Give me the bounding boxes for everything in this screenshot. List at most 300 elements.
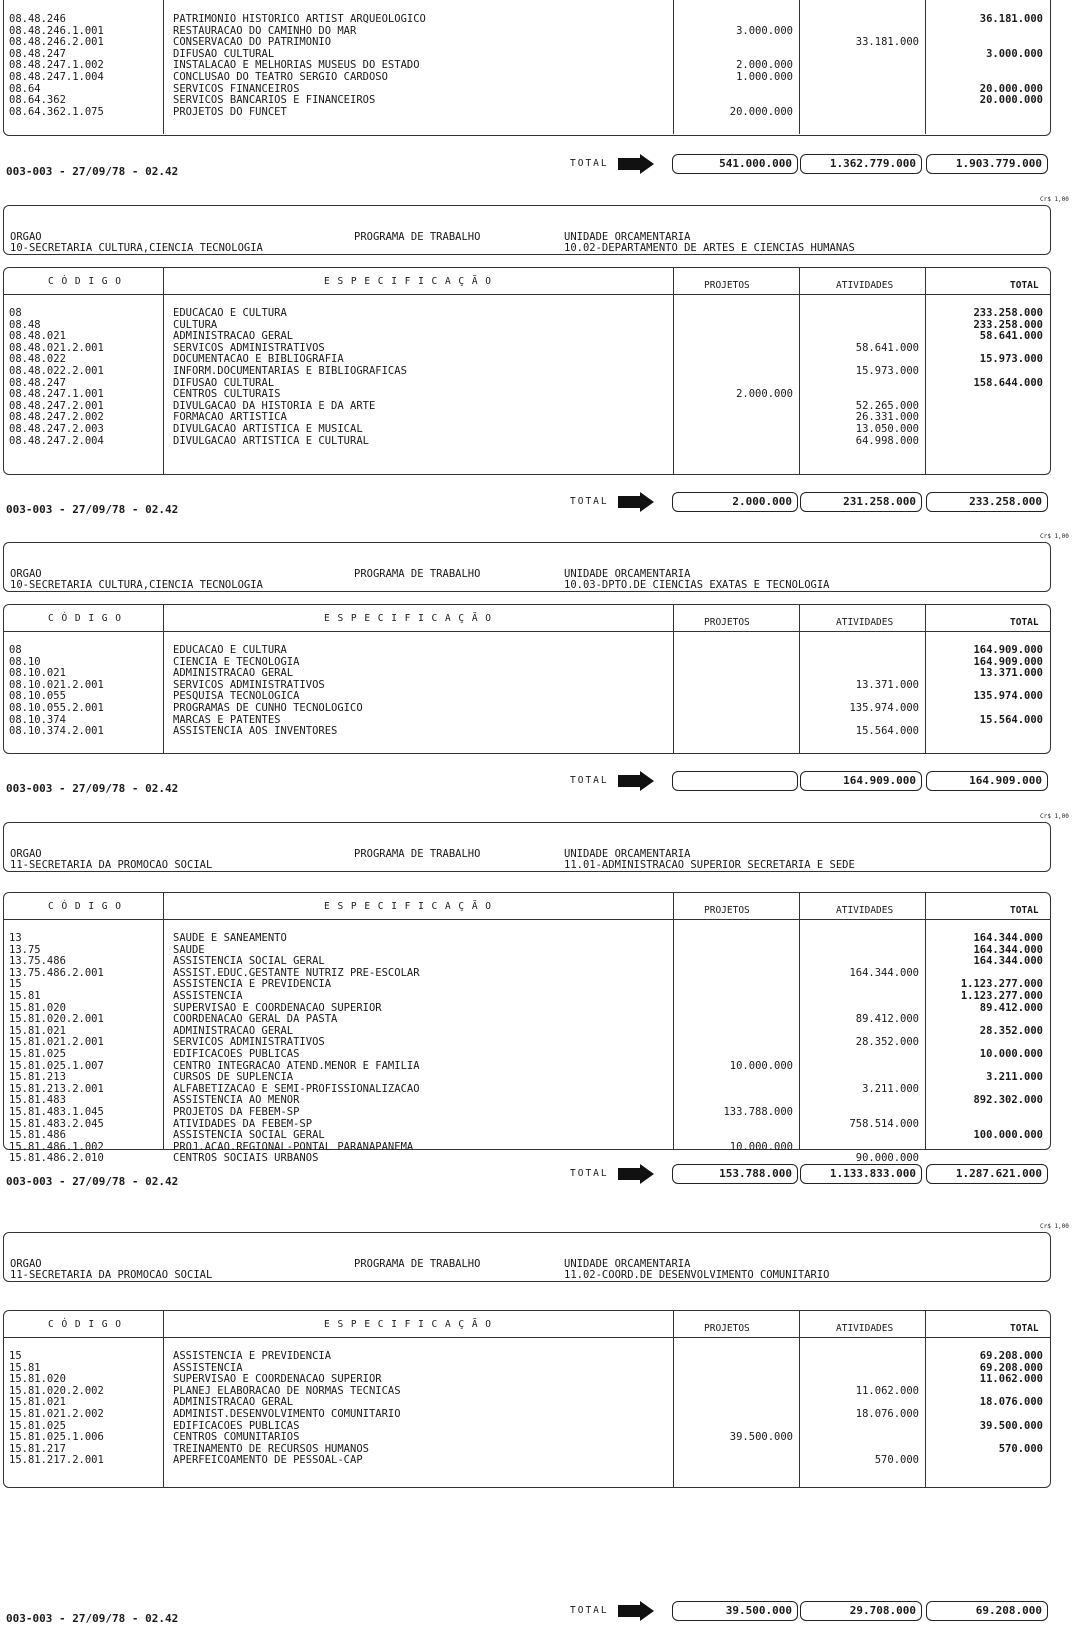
table-row xyxy=(4,1037,1048,1049)
row-codigo: 08.10 xyxy=(9,655,41,668)
row-codigo: 08.10.021.2.001 xyxy=(9,678,104,691)
row-total: 10.000.000 xyxy=(979,1048,1043,1060)
total-label: TOTAL xyxy=(570,775,609,786)
row-especificacao: ASSISTENCIA SOCIAL GERAL xyxy=(173,955,325,968)
row-codigo: 15.81.486 xyxy=(9,1129,66,1142)
row-especificacao: FORMACAO ARTISTICA xyxy=(173,411,287,424)
row-codigo: 13.75.486 xyxy=(9,955,66,968)
table-row xyxy=(4,1014,1048,1026)
programa-label: PROGRAMA DE TRABALHO xyxy=(354,231,481,243)
corner-mark: Cr$ 1,00 xyxy=(1040,1223,1069,1230)
row-especificacao: APERFEICOAMENTO DE PESSOAL-CAP xyxy=(173,1454,363,1467)
row-codigo: 15.81.025 xyxy=(9,1419,66,1432)
row-total: 1.123.277.000 xyxy=(960,978,1043,991)
row-codigo: 08.48.246 xyxy=(9,13,66,25)
table-row xyxy=(4,308,1048,320)
budget-table xyxy=(3,1310,1051,1488)
table-row xyxy=(4,1351,1048,1363)
table-row xyxy=(4,95,1048,107)
row-total: 13.371.000 xyxy=(979,667,1043,680)
unidade-label: UNIDADE ORCAMENTARIA xyxy=(564,1258,691,1270)
table-row xyxy=(4,1409,1048,1421)
row-codigo: 15.81.020 xyxy=(9,1001,66,1014)
row-especificacao: DIFUSAO CULTURAL xyxy=(173,376,275,389)
row-especificacao: ASSISTENCIA xyxy=(173,990,243,1002)
row-especificacao: PLANEJ ELABORACAO DE NORMAS TECNICAS xyxy=(173,1384,401,1397)
row-especificacao: RESTAURACAO DO CAMINHO DO MAR xyxy=(173,24,357,37)
row-total: 69.208.000 xyxy=(979,1361,1043,1374)
row-atividades: 89.412.000 xyxy=(855,1013,919,1026)
row-especificacao: ASSISTENCIA AO MENOR xyxy=(173,1094,300,1107)
row-codigo: 15.81.025 xyxy=(9,1048,66,1060)
row-atividades: 26.331.000 xyxy=(855,411,919,424)
row-especificacao: SERVICOS BANCARIOS E FINANCEIROS xyxy=(173,94,376,107)
row-especificacao: ADMINISTRACAO GERAL xyxy=(173,1396,294,1409)
orgao-name: 11-SECRETARIA DA PROMOCAO SOCIAL xyxy=(10,859,213,871)
row-codigo: 15.81.213.2.001 xyxy=(9,1082,104,1095)
table-row xyxy=(4,84,1048,96)
row-atividades: 90.000.000 xyxy=(855,1152,919,1165)
row-codigo: 15.81.021.2.002 xyxy=(9,1408,104,1420)
row-total: 233.258.000 xyxy=(973,318,1043,331)
total-atividades: 164.909.000 xyxy=(800,771,922,791)
total-projetos xyxy=(672,771,798,791)
header-especificacao: E S P E C I F I C A Ç Ã O xyxy=(324,1319,492,1330)
row-total: 36.181.000 xyxy=(979,13,1043,25)
row-especificacao: CENTRO INTEGRACAO ATEND.MENOR E FAMILIA xyxy=(173,1059,420,1072)
table-row xyxy=(4,436,1048,448)
row-codigo: 15 xyxy=(9,978,22,991)
total-atividades: 1.362.779.000 xyxy=(800,154,922,174)
table-row xyxy=(4,366,1048,378)
header-total: TOTAL xyxy=(1010,280,1039,291)
unidade-name: 11.02-COORD.DE DESENVOLVIMENTO COMUNITARIO xyxy=(564,1269,830,1281)
row-total: 135.974.000 xyxy=(973,690,1043,703)
row-codigo: 15.81.483.2.045 xyxy=(9,1117,104,1130)
budget-table xyxy=(3,267,1051,475)
row-especificacao: PROJETOS DO FUNCET xyxy=(173,105,287,118)
row-total: 39.500.000 xyxy=(979,1419,1043,1432)
unidade-label: UNIDADE ORCAMENTARIA xyxy=(564,231,691,243)
budget-table xyxy=(3,0,1051,136)
header-especificacao: E S P E C I F I C A Ç Ã O xyxy=(324,901,492,912)
table-row xyxy=(4,424,1048,436)
row-codigo: 15.81.483 xyxy=(9,1094,66,1107)
total-label: TOTAL xyxy=(570,1605,609,1616)
report-footer: 003-003 - 27/09/78 - 02.42 xyxy=(6,1175,179,1188)
header-atividades: ATIVIDADES xyxy=(836,617,894,628)
row-atividades: 135.974.000 xyxy=(849,702,919,714)
header-atividades: ATIVIDADES xyxy=(836,1323,894,1334)
row-especificacao: ASSISTENCIA SOCIAL GERAL xyxy=(173,1129,325,1142)
corner-mark: Cr$ 1,00 xyxy=(1040,196,1069,203)
table-header-line xyxy=(4,1337,1050,1338)
unidade-name: 11.01-ADMINISTRACAO SUPERIOR SECRETARIA E SEDE xyxy=(564,859,855,871)
total-arrow-icon xyxy=(640,1601,654,1621)
row-especificacao: ALFABETIZACAO E SEMI-PROFISSIONALIZACAO xyxy=(173,1082,420,1095)
table-header-line xyxy=(4,631,1050,632)
report-footer: 003-003 - 27/09/78 - 02.42 xyxy=(6,165,179,178)
total-arrow-icon xyxy=(640,492,654,512)
row-codigo: 08.48.247 xyxy=(9,376,66,389)
row-codigo: 15.81.021.2.001 xyxy=(9,1036,104,1049)
total-geral: 164.909.000 xyxy=(926,771,1048,791)
total-projetos: 2.000.000 xyxy=(672,492,798,512)
row-especificacao: ADMINIST.DESENVOLVIMENTO COMUNITARIO xyxy=(173,1408,401,1420)
orgao-label: ORGAO xyxy=(10,568,42,580)
orgao-label: ORGAO xyxy=(10,848,42,860)
row-projetos: 2.000.000 xyxy=(736,59,793,72)
row-atividades: 15.564.000 xyxy=(855,725,919,738)
total-atividades: 231.258.000 xyxy=(800,492,922,512)
unit-header-box xyxy=(3,542,1051,592)
header-total: TOTAL xyxy=(1010,905,1039,916)
row-codigo: 15.81.020.2.002 xyxy=(9,1384,104,1397)
table-row xyxy=(4,1095,1048,1107)
row-total: 233.258.000 xyxy=(973,307,1043,319)
row-codigo: 13 xyxy=(9,932,22,944)
table-row xyxy=(4,645,1048,657)
total-label: TOTAL xyxy=(570,1168,609,1179)
table-header-line xyxy=(4,919,1050,920)
row-codigo: 15.81.217 xyxy=(9,1442,66,1455)
row-especificacao: CENTROS COMUNITARIOS xyxy=(173,1431,300,1444)
row-total: 1.123.277.000 xyxy=(960,990,1043,1002)
row-especificacao: CONSERVACAO DO PATRIMONIO xyxy=(173,36,332,49)
row-especificacao: CULTURA xyxy=(173,318,218,331)
header-codigo: C Ó D I G O xyxy=(48,276,122,287)
table-row xyxy=(4,107,1048,119)
row-especificacao: DIVULGACAO ARTISTICA E MUSICAL xyxy=(173,423,363,435)
table-row xyxy=(4,991,1048,1003)
budget-table xyxy=(3,892,1051,1165)
unidade-label: UNIDADE ORCAMENTARIA xyxy=(564,568,691,580)
total-projetos: 39.500.000 xyxy=(672,1601,798,1621)
row-especificacao: SUPERVISAO E COORDENACAO SUPERIOR xyxy=(173,1001,382,1014)
row-projetos: 3.000.000 xyxy=(736,24,793,37)
row-atividades: 15.973.000 xyxy=(855,365,919,377)
unidade-label: UNIDADE ORCAMENTARIA xyxy=(564,848,691,860)
header-especificacao: E S P E C I F I C A Ç Ã O xyxy=(324,276,492,287)
table-row xyxy=(4,979,1048,991)
table-row xyxy=(4,1386,1048,1398)
row-total: 164.909.000 xyxy=(973,644,1043,656)
total-projetos: 153.788.000 xyxy=(672,1164,798,1184)
table-row xyxy=(4,1107,1048,1119)
row-atividades: 13.050.000 xyxy=(855,423,919,435)
row-especificacao: SAUDE E SANEAMENTO xyxy=(173,932,287,944)
orgao-name: 10-SECRETARIA CULTURA,CIENCIA TECNOLOGIA xyxy=(10,242,263,254)
row-especificacao: TREINAMENTO DE RECURSOS HUMANOS xyxy=(173,1442,369,1455)
table-row xyxy=(4,378,1048,390)
row-especificacao: SERVICOS ADMINISTRATIVOS xyxy=(173,678,325,691)
row-especificacao: INFORM.DOCUMENTARIAS E BIBLIOGRAFICAS xyxy=(173,365,407,377)
row-codigo: 15.81.217.2.001 xyxy=(9,1454,104,1467)
row-codigo: 08.48.022.2.001 xyxy=(9,365,104,377)
row-total: 164.344.000 xyxy=(973,943,1043,956)
row-total: 58.641.000 xyxy=(979,330,1043,343)
row-especificacao: ASSISTENCIA E PREVIDENCIA xyxy=(173,978,332,991)
report-footer: 003-003 - 27/09/78 - 02.42 xyxy=(6,503,179,516)
table-row xyxy=(4,1421,1048,1433)
row-especificacao: DIVULGACAO DA HISTORIA E DA ARTE xyxy=(173,399,376,412)
row-codigo: 08.48.246.1.001 xyxy=(9,24,104,37)
row-especificacao: ASSISTENCIA xyxy=(173,1361,243,1374)
row-codigo: 08.10.021 xyxy=(9,667,66,680)
row-especificacao: SAUDE xyxy=(173,943,205,956)
row-codigo: 08.48.247.2.002 xyxy=(9,411,104,424)
budget-section xyxy=(0,0,1074,185)
row-especificacao: ADMINISTRACAO GERAL xyxy=(173,330,294,343)
header-atividades: ATIVIDADES xyxy=(836,280,894,291)
table-row xyxy=(4,1119,1048,1131)
row-especificacao: COORDENACAO GERAL DA PASTA xyxy=(173,1013,338,1026)
table-row xyxy=(4,1130,1048,1142)
row-codigo: 08.48.247.1.004 xyxy=(9,71,104,83)
row-atividades: 33.181.000 xyxy=(855,36,919,49)
row-especificacao: PROJETOS DA FEBEM-SP xyxy=(173,1106,300,1118)
row-codigo: 13.75 xyxy=(9,943,41,956)
table-row xyxy=(4,657,1048,669)
row-especificacao: CENTROS CULTURAIS xyxy=(173,388,281,401)
row-codigo: 08.10.374.2.001 xyxy=(9,725,104,738)
unit-header-box xyxy=(3,1232,1051,1282)
table-row xyxy=(4,968,1048,980)
row-especificacao: MARCAS E PATENTES xyxy=(173,713,281,726)
table-row xyxy=(4,1049,1048,1061)
table-row xyxy=(4,72,1048,84)
row-projetos: 2.000.000 xyxy=(736,388,793,401)
row-especificacao: SUPERVISAO E COORDENACAO SUPERIOR xyxy=(173,1373,382,1386)
table-row xyxy=(4,14,1048,26)
table-row xyxy=(4,1363,1048,1375)
header-codigo: C Ó D I G O xyxy=(48,901,122,912)
orgao-name: 10-SECRETARIA CULTURA,CIENCIA TECNOLOGIA xyxy=(10,579,263,591)
row-atividades: 52.265.000 xyxy=(855,399,919,412)
table-header-line xyxy=(4,294,1050,295)
table-row xyxy=(4,320,1048,332)
row-codigo: 08.48.247.2.001 xyxy=(9,399,104,412)
row-atividades: 64.998.000 xyxy=(855,434,919,447)
row-especificacao: SERVICOS FINANCEIROS xyxy=(173,82,300,95)
header-projetos: PROJETOS xyxy=(704,617,750,628)
row-especificacao: EDUCACAO E CULTURA xyxy=(173,644,287,656)
row-codigo: 15.81.025.1.006 xyxy=(9,1431,104,1444)
orgao-name: 11-SECRETARIA DA PROMOCAO SOCIAL xyxy=(10,1269,213,1281)
row-atividades: 758.514.000 xyxy=(849,1117,919,1130)
row-codigo: 15.81.025.1.007 xyxy=(9,1059,104,1072)
row-codigo: 08.10.055 xyxy=(9,690,66,703)
row-total: 3.000.000 xyxy=(986,47,1043,60)
header-especificacao: E S P E C I F I C A Ç Ã O xyxy=(324,613,492,624)
budget-section xyxy=(0,196,1074,523)
row-total: 570.000 xyxy=(998,1442,1043,1455)
row-especificacao: ASSISTENCIA E PREVIDENCIA xyxy=(173,1350,332,1362)
row-codigo: 13.75.486.2.001 xyxy=(9,966,104,979)
row-especificacao: CONCLUSAO DO TEATRO SERGIO CARDOSO xyxy=(173,71,388,83)
row-especificacao: ADMINISTRACAO GERAL xyxy=(173,667,294,680)
total-geral: 1.903.779.000 xyxy=(926,154,1048,174)
programa-label: PROGRAMA DE TRABALHO xyxy=(354,848,481,860)
report-footer: 003-003 - 27/09/78 - 02.42 xyxy=(6,782,179,795)
row-especificacao: EDIFICACOES PUBLICAS xyxy=(173,1048,300,1060)
table-row xyxy=(4,343,1048,355)
total-geral: 69.208.000 xyxy=(926,1601,1048,1621)
header-atividades: ATIVIDADES xyxy=(836,905,894,916)
row-codigo: 08.48.021 xyxy=(9,330,66,343)
row-atividades: 164.344.000 xyxy=(849,966,919,979)
header-projetos: PROJETOS xyxy=(704,905,750,916)
row-codigo: 08.64 xyxy=(9,82,41,95)
row-projetos: 39.500.000 xyxy=(729,1431,793,1444)
row-projetos: 1.000.000 xyxy=(736,71,793,83)
row-codigo: 15.81.021 xyxy=(9,1024,66,1037)
row-total: 164.909.000 xyxy=(973,655,1043,668)
row-total: 20.000.000 xyxy=(979,82,1043,95)
row-total: 89.412.000 xyxy=(979,1001,1043,1014)
row-codigo: 15.81.213 xyxy=(9,1071,66,1084)
row-codigo: 15.81.486.1.002 xyxy=(9,1140,104,1153)
row-total: 3.211.000 xyxy=(986,1071,1043,1084)
row-projetos: 10.000.000 xyxy=(729,1059,793,1072)
unit-header-box xyxy=(3,205,1051,255)
row-especificacao: DOCUMENTACAO E BIBLIOGRAFIA xyxy=(173,353,344,366)
row-total: 11.062.000 xyxy=(979,1373,1043,1386)
row-especificacao: ADMINISTRACAO GERAL xyxy=(173,1024,294,1037)
row-total: 100.000.000 xyxy=(973,1129,1043,1142)
row-codigo: 15.81.020.2.001 xyxy=(9,1013,104,1026)
row-projetos: 10.000.000 xyxy=(729,1140,793,1153)
row-especificacao: EDUCACAO E CULTURA xyxy=(173,307,287,319)
row-atividades: 11.062.000 xyxy=(855,1384,919,1397)
row-codigo: 15.81 xyxy=(9,990,41,1002)
row-codigo: 08.64.362 xyxy=(9,94,66,107)
total-arrow-icon xyxy=(640,154,654,174)
row-codigo: 08.48.021.2.001 xyxy=(9,341,104,354)
total-geral: 233.258.000 xyxy=(926,492,1048,512)
programa-label: PROGRAMA DE TRABALHO xyxy=(354,1258,481,1270)
row-codigo: 08.10.055.2.001 xyxy=(9,702,104,714)
row-codigo: 08.48.022 xyxy=(9,353,66,366)
row-codigo: 08.48.247.2.004 xyxy=(9,434,104,447)
corner-mark: Cr$ 1,00 xyxy=(1040,813,1069,820)
row-atividades: 18.076.000 xyxy=(855,1408,919,1420)
row-total: 164.344.000 xyxy=(973,932,1043,944)
table-row xyxy=(4,1432,1048,1444)
table-row xyxy=(4,703,1048,715)
unidade-name: 10.03-DPTO.DE CIENCIAS EXATAS E TECNOLOGIA xyxy=(564,579,830,591)
table-row xyxy=(4,37,1048,49)
row-especificacao: PATRIMONIO HISTORICO ARTIST ARQUEOLOGICO xyxy=(173,13,426,25)
total-atividades: 29.708.000 xyxy=(800,1601,922,1621)
header-projetos: PROJETOS xyxy=(704,1323,750,1334)
row-atividades: 28.352.000 xyxy=(855,1036,919,1049)
header-projetos: PROJETOS xyxy=(704,280,750,291)
header-total: TOTAL xyxy=(1010,1323,1039,1334)
row-codigo: 15.81.483.1.045 xyxy=(9,1106,104,1118)
row-especificacao: ASSISTENCIA AOS INVENTORES xyxy=(173,725,338,738)
row-codigo: 08.48.247.1.001 xyxy=(9,388,104,401)
unit-header-box xyxy=(3,822,1051,872)
orgao-label: ORGAO xyxy=(10,231,42,243)
row-total: 15.564.000 xyxy=(979,713,1043,726)
row-codigo: 15.81 xyxy=(9,1361,41,1374)
total-label: TOTAL xyxy=(570,496,609,507)
table-row xyxy=(4,1455,1048,1467)
row-codigo: 15.81.021 xyxy=(9,1396,66,1409)
header-total: TOTAL xyxy=(1010,617,1039,628)
unidade-name: 10.02-DEPARTAMENTO DE ARTES E CIENCIAS HUMANAS xyxy=(564,242,855,254)
budget-section xyxy=(0,813,1074,1195)
row-codigo: 08.64.362.1.075 xyxy=(9,105,104,118)
row-codigo: 08 xyxy=(9,644,22,656)
total-arrow-icon xyxy=(640,771,654,791)
row-codigo: 08.48.247.2.003 xyxy=(9,423,104,435)
row-especificacao: PROGRAMAS DE CUNHO TECNOLOGICO xyxy=(173,702,363,714)
row-especificacao: PESQUISA TECNOLOGICA xyxy=(173,690,300,703)
row-codigo: 15.81.486.2.010 xyxy=(9,1152,104,1165)
table-row xyxy=(4,945,1048,957)
table-row xyxy=(4,60,1048,72)
row-total: 18.076.000 xyxy=(979,1396,1043,1409)
row-especificacao: DIFUSAO CULTURAL xyxy=(173,47,275,60)
row-codigo: 08 xyxy=(9,307,22,319)
row-total: 15.973.000 xyxy=(979,353,1043,366)
row-especificacao: DIVULGACAO ARTISTICA E CULTURAL xyxy=(173,434,369,447)
row-codigo: 08.48.247.1.002 xyxy=(9,59,104,72)
row-codigo: 08.48 xyxy=(9,318,41,331)
row-codigo: 08.48.247 xyxy=(9,47,66,60)
total-atividades: 1.133.833.000 xyxy=(800,1164,922,1184)
total-label: TOTAL xyxy=(570,158,609,169)
row-total: 158.644.000 xyxy=(973,376,1043,389)
row-especificacao: ASSIST.EDUC.GESTANTE NUTRIZ PRE-ESCOLAR xyxy=(173,966,420,979)
table-row xyxy=(4,1084,1048,1096)
report-footer: 003-003 - 27/09/78 - 02.42 xyxy=(6,1612,179,1625)
row-atividades: 570.000 xyxy=(874,1454,919,1467)
row-especificacao: EDIFICACOES PUBLICAS xyxy=(173,1419,300,1432)
row-especificacao: CENTROS SOCIAIS URBANOS xyxy=(173,1152,319,1165)
row-total: 164.344.000 xyxy=(973,955,1043,968)
table-row xyxy=(4,680,1048,692)
row-codigo: 08.48.246.2.001 xyxy=(9,36,104,49)
row-especificacao: SERVICOS ADMINISTRATIVOS xyxy=(173,1036,325,1049)
table-row xyxy=(4,933,1048,945)
orgao-label: ORGAO xyxy=(10,1258,42,1270)
row-especificacao: INSTALACAO E MELHORIAS MUSEUS DO ESTADO xyxy=(173,59,420,72)
row-projetos: 133.788.000 xyxy=(723,1106,793,1118)
total-arrow-icon xyxy=(640,1164,654,1184)
row-codigo: 15.81.020 xyxy=(9,1373,66,1386)
row-codigo: 15 xyxy=(9,1350,22,1362)
table-row xyxy=(4,1061,1048,1073)
budget-section xyxy=(0,1223,1074,1632)
row-especificacao: PROJ.ACAO.REGIONAL-PONTAL PARANAPANEMA xyxy=(173,1140,414,1153)
row-total: 20.000.000 xyxy=(979,94,1043,107)
table-row xyxy=(4,726,1048,738)
header-codigo: C Ó D I G O xyxy=(48,1319,122,1330)
row-total: 69.208.000 xyxy=(979,1350,1043,1362)
budget-table xyxy=(3,604,1051,754)
header-codigo: C Ó D I G O xyxy=(48,613,122,624)
total-projetos: 541.000.000 xyxy=(672,154,798,174)
row-codigo: 08.10.374 xyxy=(9,713,66,726)
row-especificacao: CIENCIA E TECNOLOGIA xyxy=(173,655,300,668)
row-especificacao: SERVICOS ADMINISTRATIVOS xyxy=(173,341,325,354)
corner-mark: Cr$ 1,00 xyxy=(1040,533,1069,540)
row-especificacao: ATIVIDADES DA FEBEM-SP xyxy=(173,1117,313,1130)
table-row xyxy=(4,49,1048,61)
